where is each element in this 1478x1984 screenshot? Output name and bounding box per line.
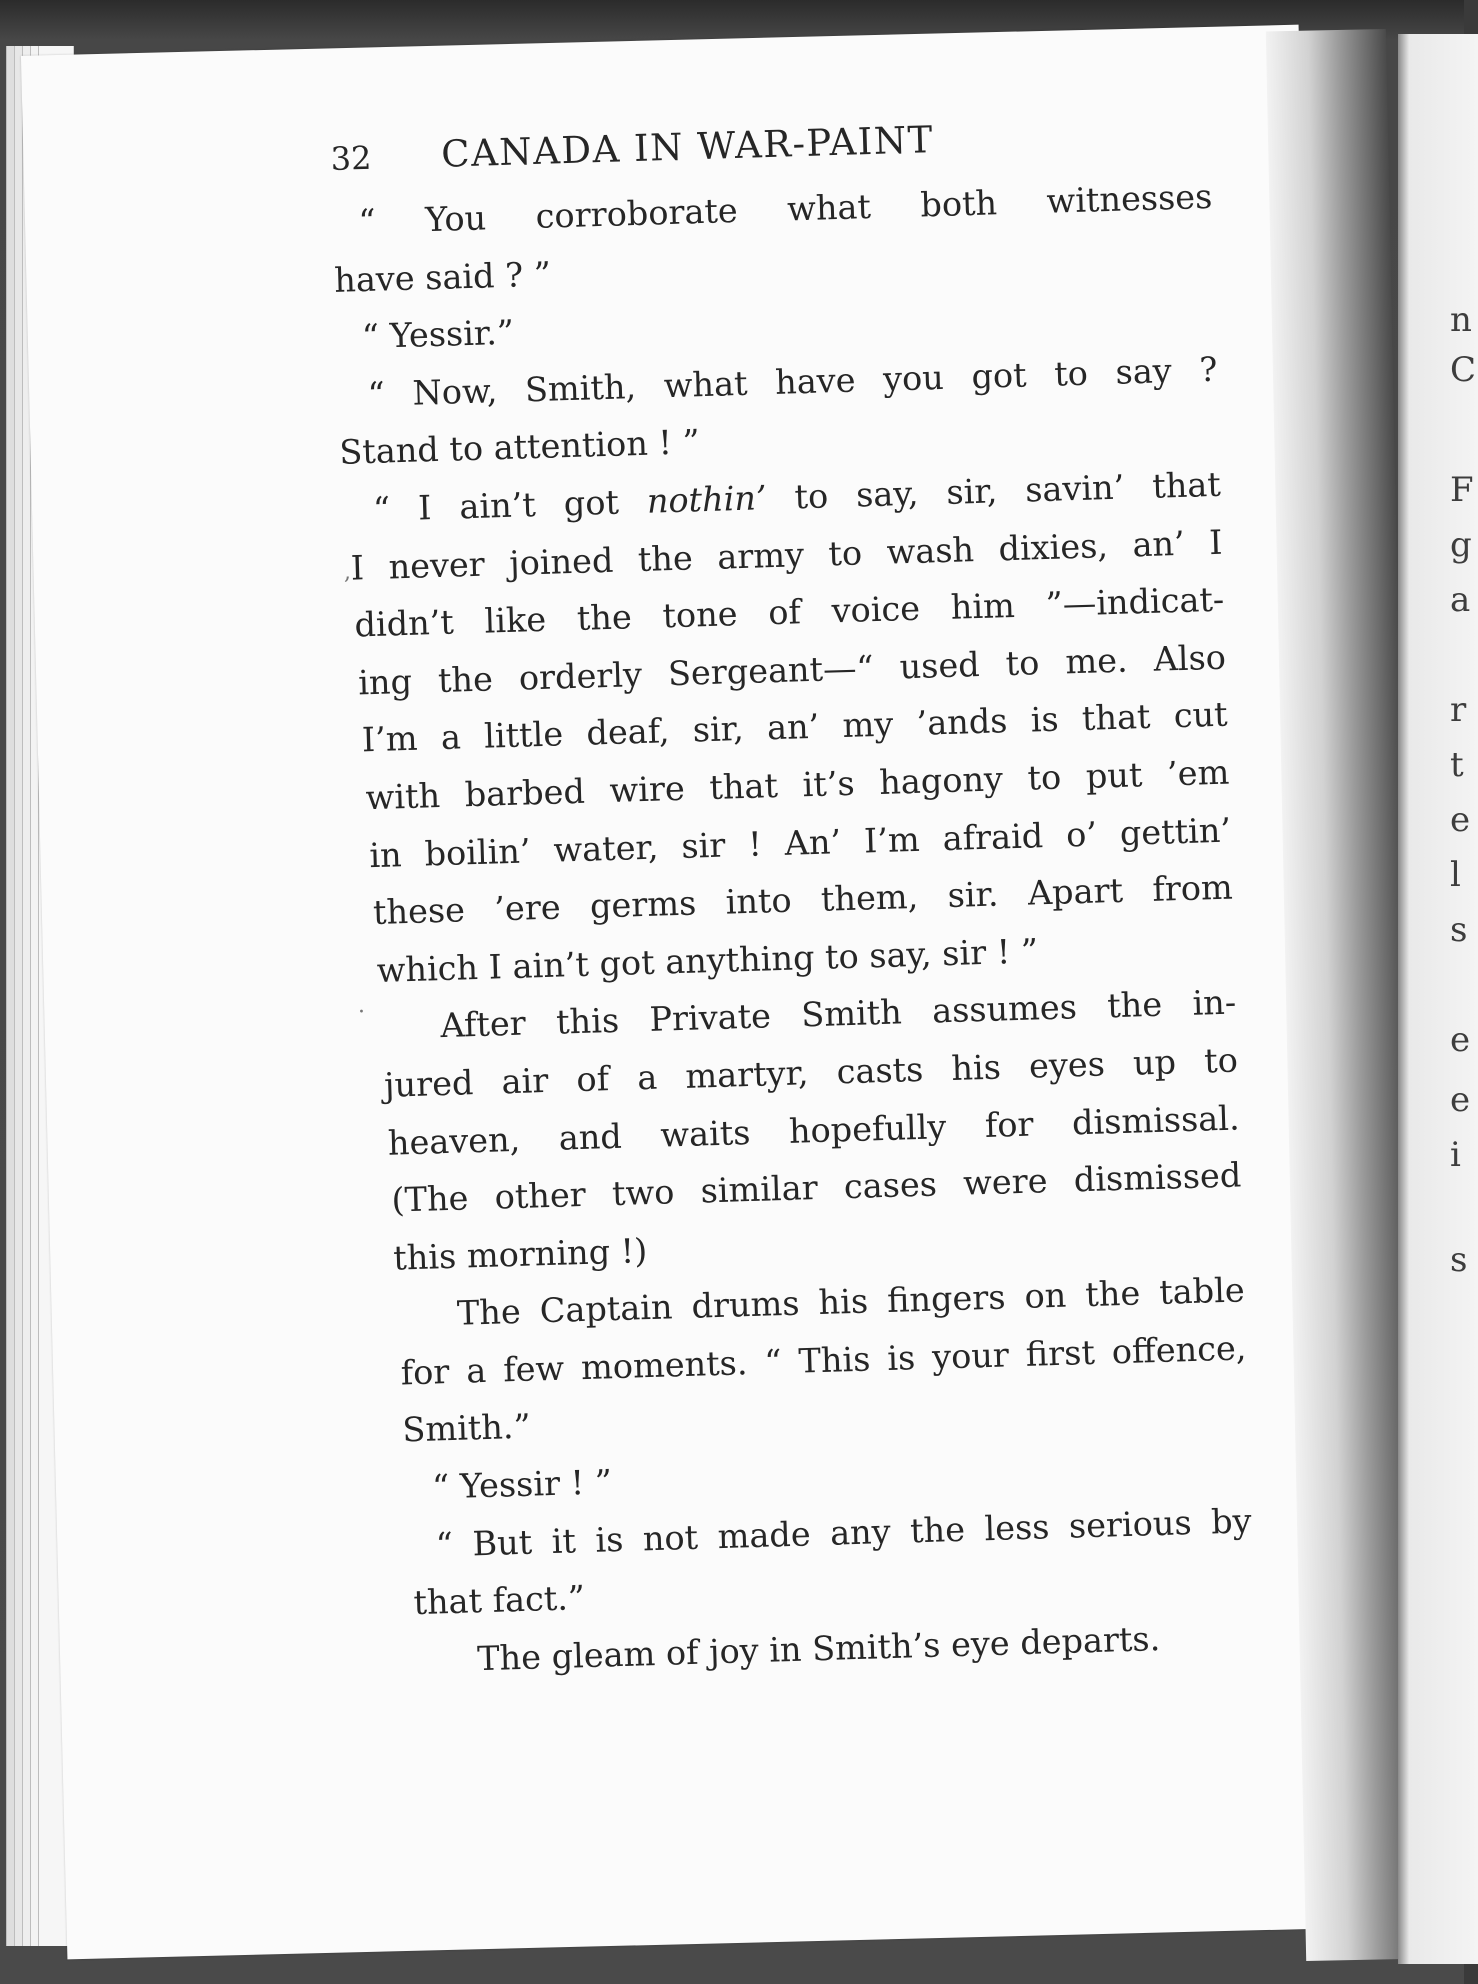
text-line: (The other two similar cases were dismissed — [391, 1155, 1242, 1220]
right-page-letter: a — [1450, 580, 1471, 620]
text-line: “ Yessir.” — [361, 312, 515, 357]
text-line: “ You corroborate what both witnesses — [357, 176, 1213, 242]
text-line: which I ain’t got anything to say, sir ! ” — [376, 931, 1039, 990]
margin-mark: , — [344, 560, 351, 585]
text-line: “ But it is not made any the less serious by — [435, 1500, 1253, 1565]
text-line: in boilin’ water, sir ! An’ I’m afraid o’ gettin’ — [368, 810, 1232, 875]
right-page-letter: g — [1450, 525, 1472, 565]
right-page-letter: s — [1450, 910, 1468, 950]
page-number: 32 — [330, 138, 372, 178]
right-page-letter: C — [1450, 350, 1477, 390]
right-page-letter: e — [1450, 800, 1471, 840]
right-page-letter: n — [1450, 300, 1472, 340]
page-text-block — [330, 110, 1256, 1691]
margin-mark: · — [358, 1000, 365, 1025]
text-line: Smith.” — [401, 1407, 532, 1450]
text-line: this morning !) — [392, 1230, 648, 1278]
text-line: Stand to attention ! ” — [338, 422, 701, 473]
text-line: After this Private Smith assumes the in- — [439, 982, 1237, 1046]
text-line: “ Now, Smith, what have you got to say ? — [367, 349, 1218, 414]
body-text — [332, 168, 1256, 1691]
text-line: I never joined the army to wash dixies, an’ I — [350, 522, 1224, 588]
text-line: these ’ere germs into them, sir. Apart from — [372, 867, 1234, 933]
text-line: “ Yessir ! ” — [431, 1462, 613, 1507]
right-page-letter: r — [1450, 690, 1467, 730]
text-segment: to say, sir, savin’ that — [765, 464, 1222, 518]
text-segment: “ I ain’t got — [372, 481, 648, 529]
text-line: didn’t like the tone of voice him ”—indicat- — [353, 579, 1225, 645]
running-head: CANADA IN WAR-PAINT — [440, 118, 935, 176]
text-line: ing the orderly Sergeant—“ used to me. Also — [357, 637, 1227, 703]
text-line: The Captain drums his fingers on the table — [456, 1270, 1246, 1334]
text-line: with barbed wire that it’s hagony to put ’em — [365, 752, 1230, 818]
text-line: heaven, and waits hopefully for dismissal. — [387, 1097, 1241, 1163]
text-line: for a few moments. “ This is your first offence, — [400, 1328, 1247, 1393]
right-page-letter: F — [1450, 470, 1474, 510]
right-page-letter: s — [1450, 1240, 1468, 1280]
right-page-letter: t — [1450, 745, 1464, 785]
text-line: I’m a little deaf, sir, an’ my ’ands is that cut — [361, 694, 1229, 760]
text-line: The gleam of joy in Smith’s eye departs. — [476, 1618, 1161, 1679]
right-page-letter: e — [1450, 1080, 1471, 1120]
italic-word: nothin’ — [646, 478, 768, 521]
text-line: that fact.” — [412, 1578, 586, 1623]
right-page-letter: i — [1450, 1135, 1461, 1175]
right-page-letter: e — [1450, 1020, 1471, 1060]
right-page-letter: l — [1450, 855, 1461, 895]
text-line: jured air of a martyr, casts his eyes up to — [383, 1040, 1239, 1105]
text-line: have said ? ” — [333, 254, 552, 300]
